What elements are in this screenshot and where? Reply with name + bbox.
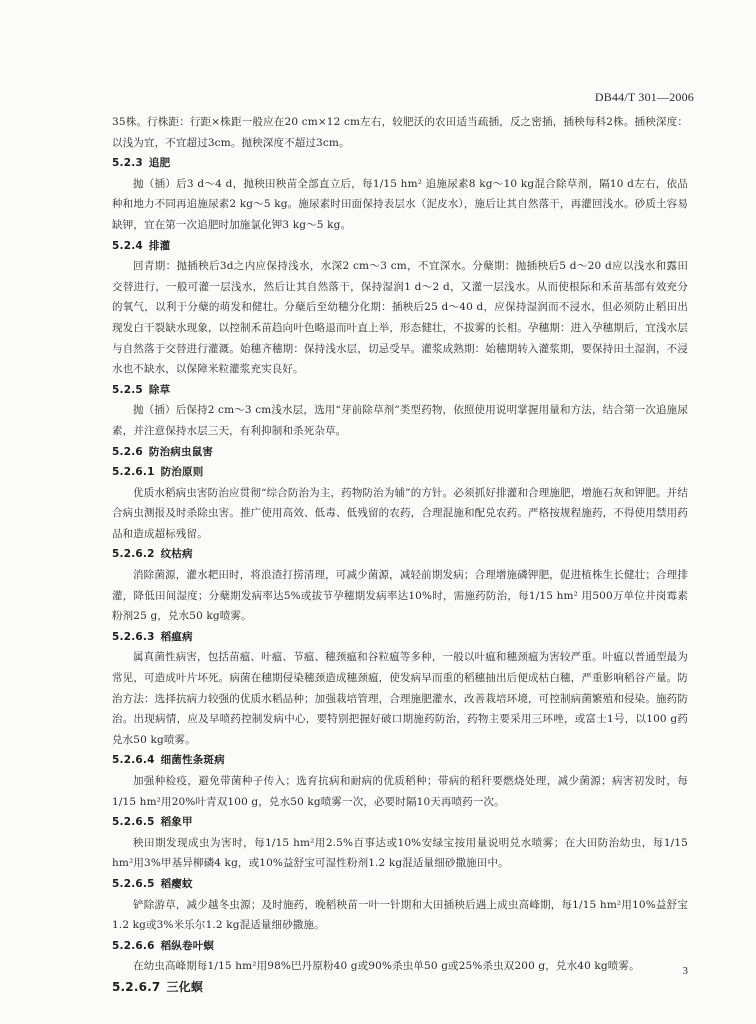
section-number: 5.2.6.6 (112, 939, 155, 952)
section-title: 排灌 (148, 239, 171, 252)
section-number: 5.2.3 (112, 157, 143, 170)
section-title: 稻纵卷叶螟 (160, 939, 215, 952)
section-heading (112, 153, 688, 174)
paragraph: 铲除游草，减少越冬虫源；及时施药，晚稻秧苗一叶一针期和大田插秧后遇上成虫高峰期，每1/15 hm²用10%益舒宝1.2 kg或3%米乐尔1.2 kg混适量细砂撒施。 (112, 898, 688, 932)
section-title: 纹枯病 (160, 548, 193, 561)
section-title: 稻瘟病 (160, 630, 193, 643)
section-title: 细菌性条斑病 (160, 754, 225, 767)
section-number: 5.2.6.7 (112, 979, 161, 994)
section-title: 除草 (148, 383, 171, 396)
section-number: 5.2.6.5 (112, 816, 155, 829)
paragraph: 秧田期发现成虫为害时，每1/15 hm²用2.5%百事达或10%安绿宝按用量说明兑水喷雾；在大田防治幼虫，每1/15 hm²用3%甲基异柳磷4 kg，或10%益舒宝可湿性粉剂1.2 kg混适量细砂撒施田中。 (112, 836, 688, 870)
paragraph: 加强种检疫，避免带菌种子传入；选育抗病和耐病的优质稻种；带病的稻秆要燃烧处理，减少菌源；病害初发时，每1/15 hm²用20%叶青双100 g，兑水50 kg喷雾一次，必要时隔10天再喷药一次。 (112, 775, 688, 808)
paragraph: 抛（插）后保持2 cm～3 cm浅水层，选用“芽前除草剂”类型药物，依照使用说明掌握用量和方法，结合第一次追施尿素，并注意保持水层三天，有利抑制和杀死杂草。 (112, 404, 688, 437)
document-standard-id: DB44/T 301—2006 (594, 90, 694, 104)
section-title: 稻象甲 (160, 816, 193, 829)
section-heading (112, 750, 688, 771)
section-heading (112, 380, 688, 401)
section-number: 5.2.5 (112, 383, 143, 396)
page-number: 3 (682, 965, 688, 977)
document-body (112, 112, 688, 998)
section-title: 三化螟 (166, 979, 204, 994)
section-heading (112, 874, 688, 895)
paragraph: 抛（插）后3 d～4 d，抛秧田秧苗全部直立后，每1/15 hm² 追施尿素8 kg～10 kg混合除草剂，隔10 d左右，依品种和地力不同再追施尿素2 kg～5 kg。施尿素时田面保持表层水（泥皮水），施后让其自然落干，再灌回浅水。砂质土容易缺钾，宜在第一次追肥时加施氯化钾3 kg～5 kg。 (112, 177, 688, 231)
section-heading (112, 544, 688, 565)
paragraph: 回青期：抛插秧后3d之内应保持浅水，水深2 cm～3 cm，不宜深水。分蘖期：抛插秧后5 d～20 d应以浅水和露田交替进行，一般可灌一层浅水，然后让其自然落干，保持湿润1 d～2 d，又灌一层浅水。从而使根际和禾苗基部有效充分的氧气，以利于分蘖的萌发和健壮。分蘖后至幼穗分化期：插秧后25 d～40 d，应保持湿润而不浸水，但必须防止稻田出现发白干裂缺水现象，以控制禾苗趋向叶色略退而叶直上举，形态健壮，不拔雾的长相。孕穗期：进入孕穗期后，宜浅水层与自然落于交替进行灌溉。始穗齐穗期：保持浅水层，切忌受旱。灌浆成熟期：始穗期转入灌浆期，要保持田土湿润，不浸水也不缺水，以保障米粒灌浆充实良好。 (112, 260, 688, 376)
section-number: 5.2.6.2 (112, 548, 155, 561)
section-heading (112, 936, 688, 957)
section-heading (112, 462, 688, 483)
paragraph: 35株。行株距：行距×株距一般应在20 cm×12 cm左右，较肥沃的农田适当疏插，反之密插，插秧每科2株。插秧深度：以浅为宜，不宜超过3cm。抛秧深度不超过3cm。 (112, 116, 688, 149)
section-title: 稻瘿蚊 (160, 877, 193, 890)
section-title: 防治病虫鼠害 (148, 445, 214, 458)
section-number: 5.2.6.1 (112, 466, 155, 479)
section-heading (112, 812, 688, 833)
section-number: 5.2.6.5 (112, 877, 155, 890)
section-number: 5.2.4 (112, 239, 143, 252)
section-heading (112, 236, 688, 257)
paragraph: 属真菌性病害，包括苗瘟、叶瘟、节瘟、穗颈瘟和谷粒瘟等多种，一般以叶瘟和穗颈瘟为害较严重。叶瘟以普通型最为常见，可造成叶片坏死。病菌在穗期侵染穗颈造成穗颈瘟，使发病早而重的稻穗抽出后便成枯白穗，严重影响稻谷产量。防治方法：选择抗病力较强的优质水稻品种；加强栽培管理，合理施肥灌水，改善栽培环境，可控制病菌繁殖和侵染。施药防治。出现病情，应及早喷药控制发病中心，要特别把握好破口期施药防治，药物主要采用三环唑，或富士1号，以100 g药兑水50 kg喷雾。 (112, 651, 688, 746)
section-heading (112, 627, 688, 648)
section-heading (112, 977, 688, 998)
paragraph: 消除菌源，灌水耙田时，将浪渣打捞清理，可减少菌源，减轻前期发病；合理增施磷钾肥，促进植株生长健壮；合理排灌，降低田间湿度；分蘖期发病率达5%或拔节孕穗期发病率达10%时，需施药防治，每1/15 hm² 用500万单位井岗霉素粉剂25 g，兑水50 kg喷雾。 (112, 569, 688, 623)
paragraph: 优质水稻病虫害防治应贯彻“综合防治为主，药物防治为辅”的方针。必须抓好排灌和合理施肥，增施石灰和钾肥。并结合病虫测报及时杀除虫害。推广使用高效、低毒、低残留的农药，合理混施和配兑农药。严格按规程施药，不得使用禁用药品和造成超标残留。 (112, 486, 688, 540)
section-number: 5.2.6.4 (112, 754, 155, 767)
section-title: 防治原则 (160, 466, 204, 479)
section-title: 追肥 (148, 157, 171, 170)
paragraph: 在幼虫高峰期每1/15 hm²用98%巴丹原粉40 g或90%杀虫单50 g或25%杀虫双200 g，兑水40 kg喷雾。 (133, 960, 640, 973)
section-number: 5.2.6.3 (112, 630, 155, 643)
section-number: 5.2.6 (112, 445, 143, 458)
section-heading (112, 442, 688, 463)
